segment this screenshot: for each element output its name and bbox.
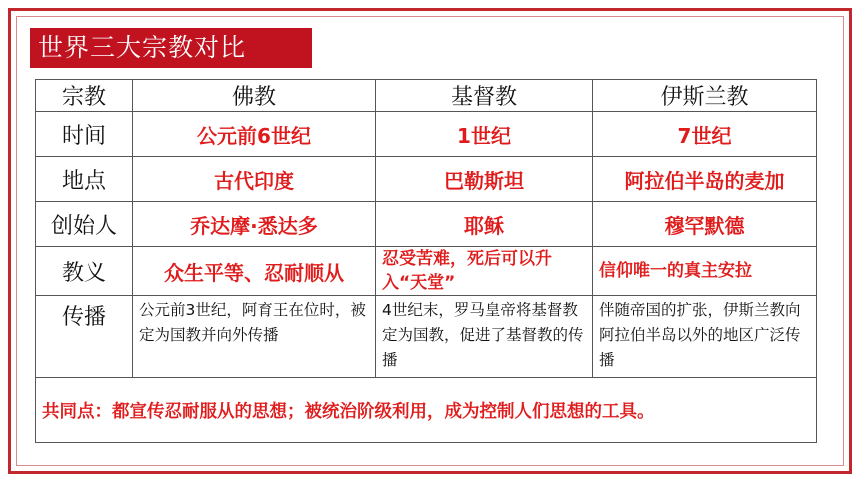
row-label-spread: 传播 [36, 296, 133, 378]
header-christianity: 基督教 [376, 80, 593, 112]
cell-christianity-doctrine: 忍受苦难，死后可以升入“天堂” [376, 247, 593, 296]
table-row-time [36, 112, 817, 157]
row-label-time: 时间 [36, 112, 133, 157]
header-islam: 伊斯兰教 [593, 80, 817, 112]
table-row-doctrine [36, 247, 817, 296]
table-row-spread [36, 296, 817, 378]
cell-buddhism-time: 公元前6世纪 [133, 112, 376, 157]
cell-christianity-place: 巴勒斯坦 [376, 157, 593, 202]
header-religion: 宗教 [36, 80, 133, 112]
cell-christianity-time: 1世纪 [376, 112, 593, 157]
cell-christianity-spread: 4世纪末，罗马皇帝将基督教定为国教，促进了基督教的传播 [376, 296, 593, 378]
cell-islam-spread: 伴随帝国的扩张，伊斯兰教向阿拉伯半岛以外的地区广泛传播 [593, 296, 817, 378]
table-row-common [36, 378, 817, 443]
religion-comparison-table [35, 79, 817, 443]
cell-buddhism-place: 古代印度 [133, 157, 376, 202]
header-buddhism: 佛教 [133, 80, 376, 112]
cell-christianity-founder: 耶稣 [376, 202, 593, 247]
row-label-doctrine: 教义 [36, 247, 133, 296]
row-label-place: 地点 [36, 157, 133, 202]
row-label-founder: 创始人 [36, 202, 133, 247]
cell-islam-doctrine: 信仰唯一的真主安拉 [593, 247, 817, 296]
cell-islam-time: 7世纪 [593, 112, 817, 157]
table-row-founder [36, 202, 817, 247]
cell-islam-founder: 穆罕默德 [593, 202, 817, 247]
common-point-text: 共同点：都宣传忍耐服从的思想；被统治阶级利用，成为控制人们思想的工具。 [36, 378, 817, 443]
slide-title: 世界三大宗教对比 [30, 28, 312, 68]
table-row-place [36, 157, 817, 202]
table-header-row [36, 80, 817, 112]
cell-islam-place: 阿拉伯半岛的麦加 [593, 157, 817, 202]
cell-buddhism-doctrine: 众生平等、忍耐顺从 [133, 247, 376, 296]
cell-buddhism-founder: 乔达摩·悉达多 [133, 202, 376, 247]
cell-buddhism-spread: 公元前3世纪，阿育王在位时，被定为国教并向外传播 [133, 296, 376, 378]
